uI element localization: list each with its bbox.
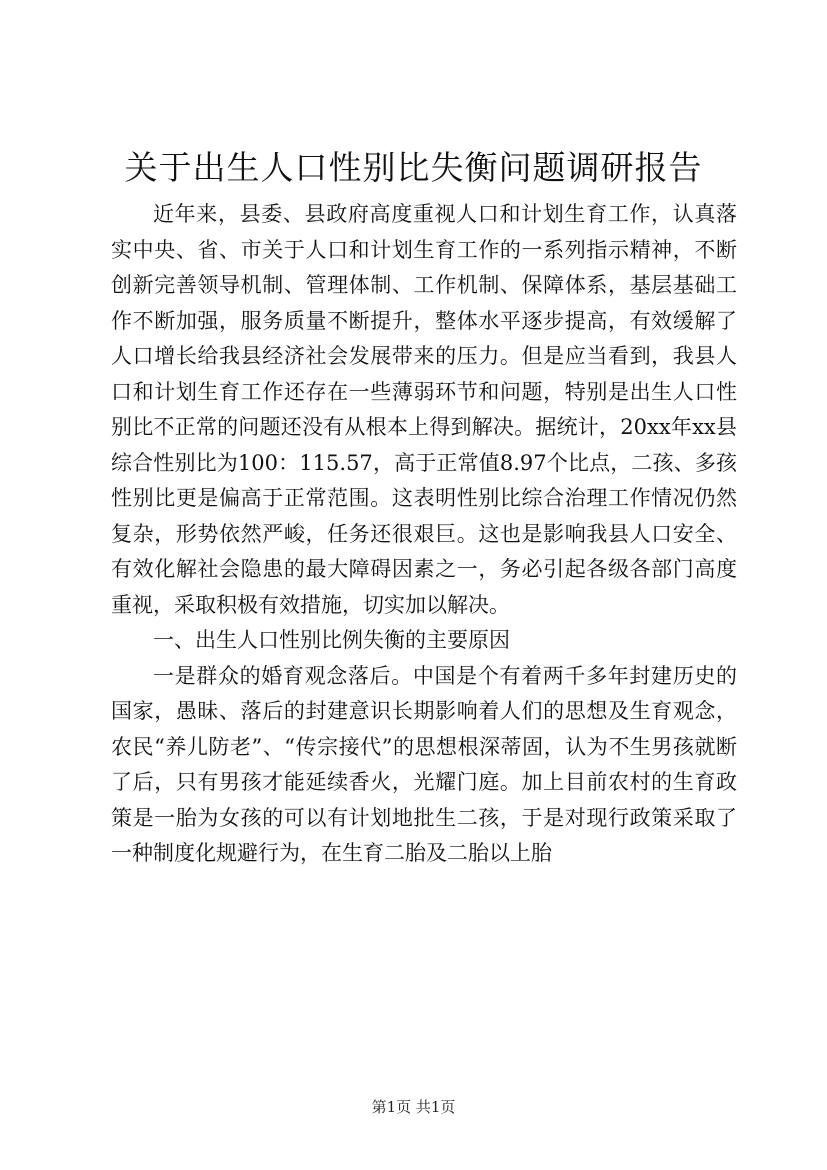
page-footer: 第1页 共1页 bbox=[371, 1098, 456, 1116]
document-title: 关于出生人口性别比失衡问题调研报告 bbox=[124, 148, 703, 187]
document-body bbox=[111, 197, 737, 872]
section-paragraph: 一是群众的婚育观念落后。中国是个有着两千多年封建历史的国家，愚昧、落后的封建意识长期影响着人们的思想及生育观念，农民“养儿防老”、“传宗接代”的思想根深蒂固，认为不生男孩就断了后，只有男孩才能延续香火，光耀门庭。加上目前农村的生育政策是一胎为女孩的可以有计划地批生二孩，于是对现行政策采取了一种制度化规避行为，在生育二胎及二胎以上胎 bbox=[111, 663, 737, 865]
intro-paragraph: 近年来，县委、县政府高度重视人口和计划生育工作，认真落实中央、省、市关于人口和计划生育工作的一系列指示精神，不断创新完善领导机制、管理体制、工作机制、保障体系，基层基础工作不断加强，服务质量不断提升，整体水平逐步提高，有效缓解了人口增长给我县经济社会发展带来的压力。但是应当看到，我县人口和计划生育工作还存在一些薄弱环节和问题，特别是出生人口性别比不正常的问题还没有从根本上得到解决。据统计，20xx年xx县综合性别比为100：115.57，高于正常值8.97个比点，二孩、多孩性别比更是偏高于正常范围。这表明性别比综合治理工作情况仍然复杂，形势依然严峻，任务还很艰巨。这也是影响我县人口安全、有效化解社会隐患的最大障碍因素之一，务必引起各级各部门高度重视，采取积极有效措施，切实加以解决。 bbox=[111, 202, 737, 617]
section-heading: 一、出生人口性别比例失衡的主要原因 bbox=[153, 628, 510, 652]
